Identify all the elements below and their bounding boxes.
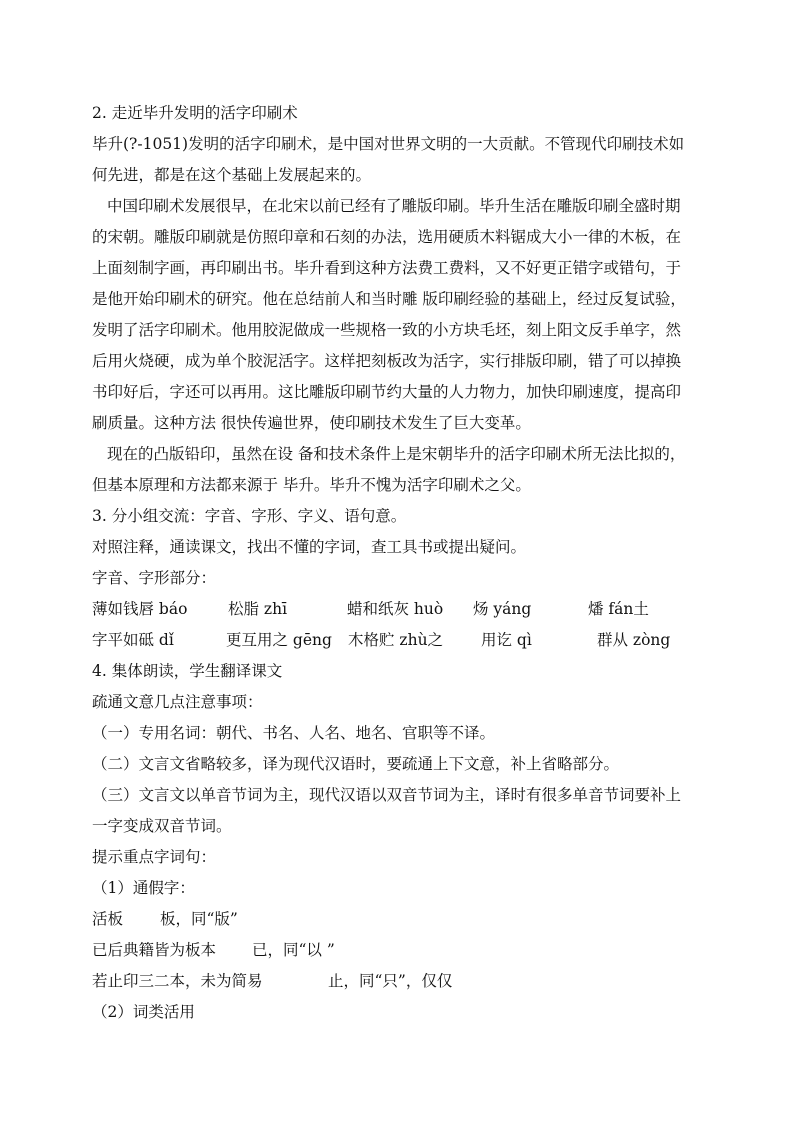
document-page xyxy=(92,98,712,1028)
pinyin-item: 字平如砥 dǐ xyxy=(92,631,174,649)
section-2-heading: 2. 走近毕升发明的活字印刷术 xyxy=(92,104,298,122)
tongjia-note: 已，同“以 ” xyxy=(252,941,335,959)
subheading: （1）通假字： xyxy=(92,879,195,897)
paragraph-line: 但基本原理和方法都来源于 毕升。毕升不愧为活字印刷术之父。 xyxy=(92,476,531,494)
section-4-heading: 4. 集体朗读，学生翻译课文 xyxy=(92,662,283,680)
key-title: 提示重点字词句： xyxy=(92,848,217,866)
pinyin-item: 松脂 zhī xyxy=(228,600,288,618)
section-3-heading: 3. 分小组交流：字音、字形、字义、语句意。 xyxy=(92,507,407,525)
tongjia-row xyxy=(92,935,712,966)
paragraph-line: 现在的凸版铅印，虽然在设 备和技术条件上是宋朝毕升的活字印刷术所无法比拟的， xyxy=(107,445,686,463)
paragraph-line: 刷质量。这种方法 很快传遍世界，使印刷技术发生了巨大变革。 xyxy=(92,414,531,432)
paragraph-line: 发明了活字印刷术。他用胶泥做成一些规格一致的小方块毛坯，刻上阳文反手单字，然 xyxy=(92,321,682,339)
note-item: 一字变成双音节词。 xyxy=(92,817,232,835)
pinyin-item: 更互用之 gēng xyxy=(226,631,332,649)
tongjia-phrase: 若止印三二本，未为简易 xyxy=(92,972,263,990)
pinyin-item: 群从 zòng xyxy=(597,631,671,649)
tongjia-phrase: 活板 xyxy=(92,910,124,928)
pinyin-row xyxy=(92,594,712,625)
subheading: 字音、字形部分： xyxy=(92,569,217,587)
tongjia-note: 止，同“只”，仅仅 xyxy=(328,972,453,990)
intro-line: 何先进，都是在这个基础上发展起来的。 xyxy=(92,166,372,184)
paragraph-line: 的宋朝。雕版印刷就是仿照印章和石刻的办法，选用硬质木料锯成大小一律的木板，在 xyxy=(92,228,682,246)
tongjia-row xyxy=(92,904,712,935)
notes-title: 疏通文意几点注意事项： xyxy=(92,693,263,711)
paragraph-line: 上面刻制字画，再印刷出书。毕升看到这种方法费工费料，又不好更正错字或错句，于 xyxy=(92,259,682,277)
pinyin-item: 薄如钱唇 báo xyxy=(92,600,188,618)
paragraph-line: 中国印刷术发展很早，在北宋以前已经有了雕版印刷。毕升生活在雕版印刷全盛时期 xyxy=(107,197,681,215)
tongjia-row xyxy=(92,966,712,997)
pinyin-item: 蜡和纸灰 huò xyxy=(347,600,444,618)
intro-line: 毕升(?-1051)发明的活字印刷术，是中国对世界文明的一大贡献。不管现代印刷技术如 xyxy=(92,135,685,153)
pinyin-item: 炀 yáng xyxy=(473,600,532,618)
pinyin-row xyxy=(92,625,712,656)
note-item: （一）专用名词：朝代、书名、人名、地名、官职等不译。 xyxy=(92,724,496,742)
pinyin-item: 燔 fán土 xyxy=(588,600,649,618)
tongjia-note: 板，同“版” xyxy=(160,910,238,928)
paragraph-line: 是他开始印刷术的研究。他在总结前人和当时雕 版印刷经验的基础上，经过反复试验， xyxy=(92,290,686,308)
paragraph-line: 书印好后，字还可以再用。这比雕版印刷节约大量的人力物力，加快印刷速度，提高印 xyxy=(92,383,682,401)
instruction-text: 对照注释，通读课文，找出不懂的字词，查工具书或提出疑问。 xyxy=(92,538,527,556)
tongjia-phrase: 已后典籍皆为板本 xyxy=(92,941,217,959)
note-item: （三）文言文以单音节词为主，现代汉语以双音节词为主，译时有很多单音节词要补上 xyxy=(92,786,682,804)
pinyin-item: 用讫 qì xyxy=(481,631,532,649)
pinyin-item: 木格贮 zhù之 xyxy=(348,631,444,649)
subheading: （2）词类活用 xyxy=(92,1003,195,1021)
paragraph-line: 后用火烧硬，成为单个胶泥活字。这样把刻板改为活字，实行排版印刷，错了可以掉换 xyxy=(92,352,682,370)
note-item: （二）文言文省略较多，译为现代汉语时，要疏通上下文意，补上省略部分。 xyxy=(92,755,620,773)
